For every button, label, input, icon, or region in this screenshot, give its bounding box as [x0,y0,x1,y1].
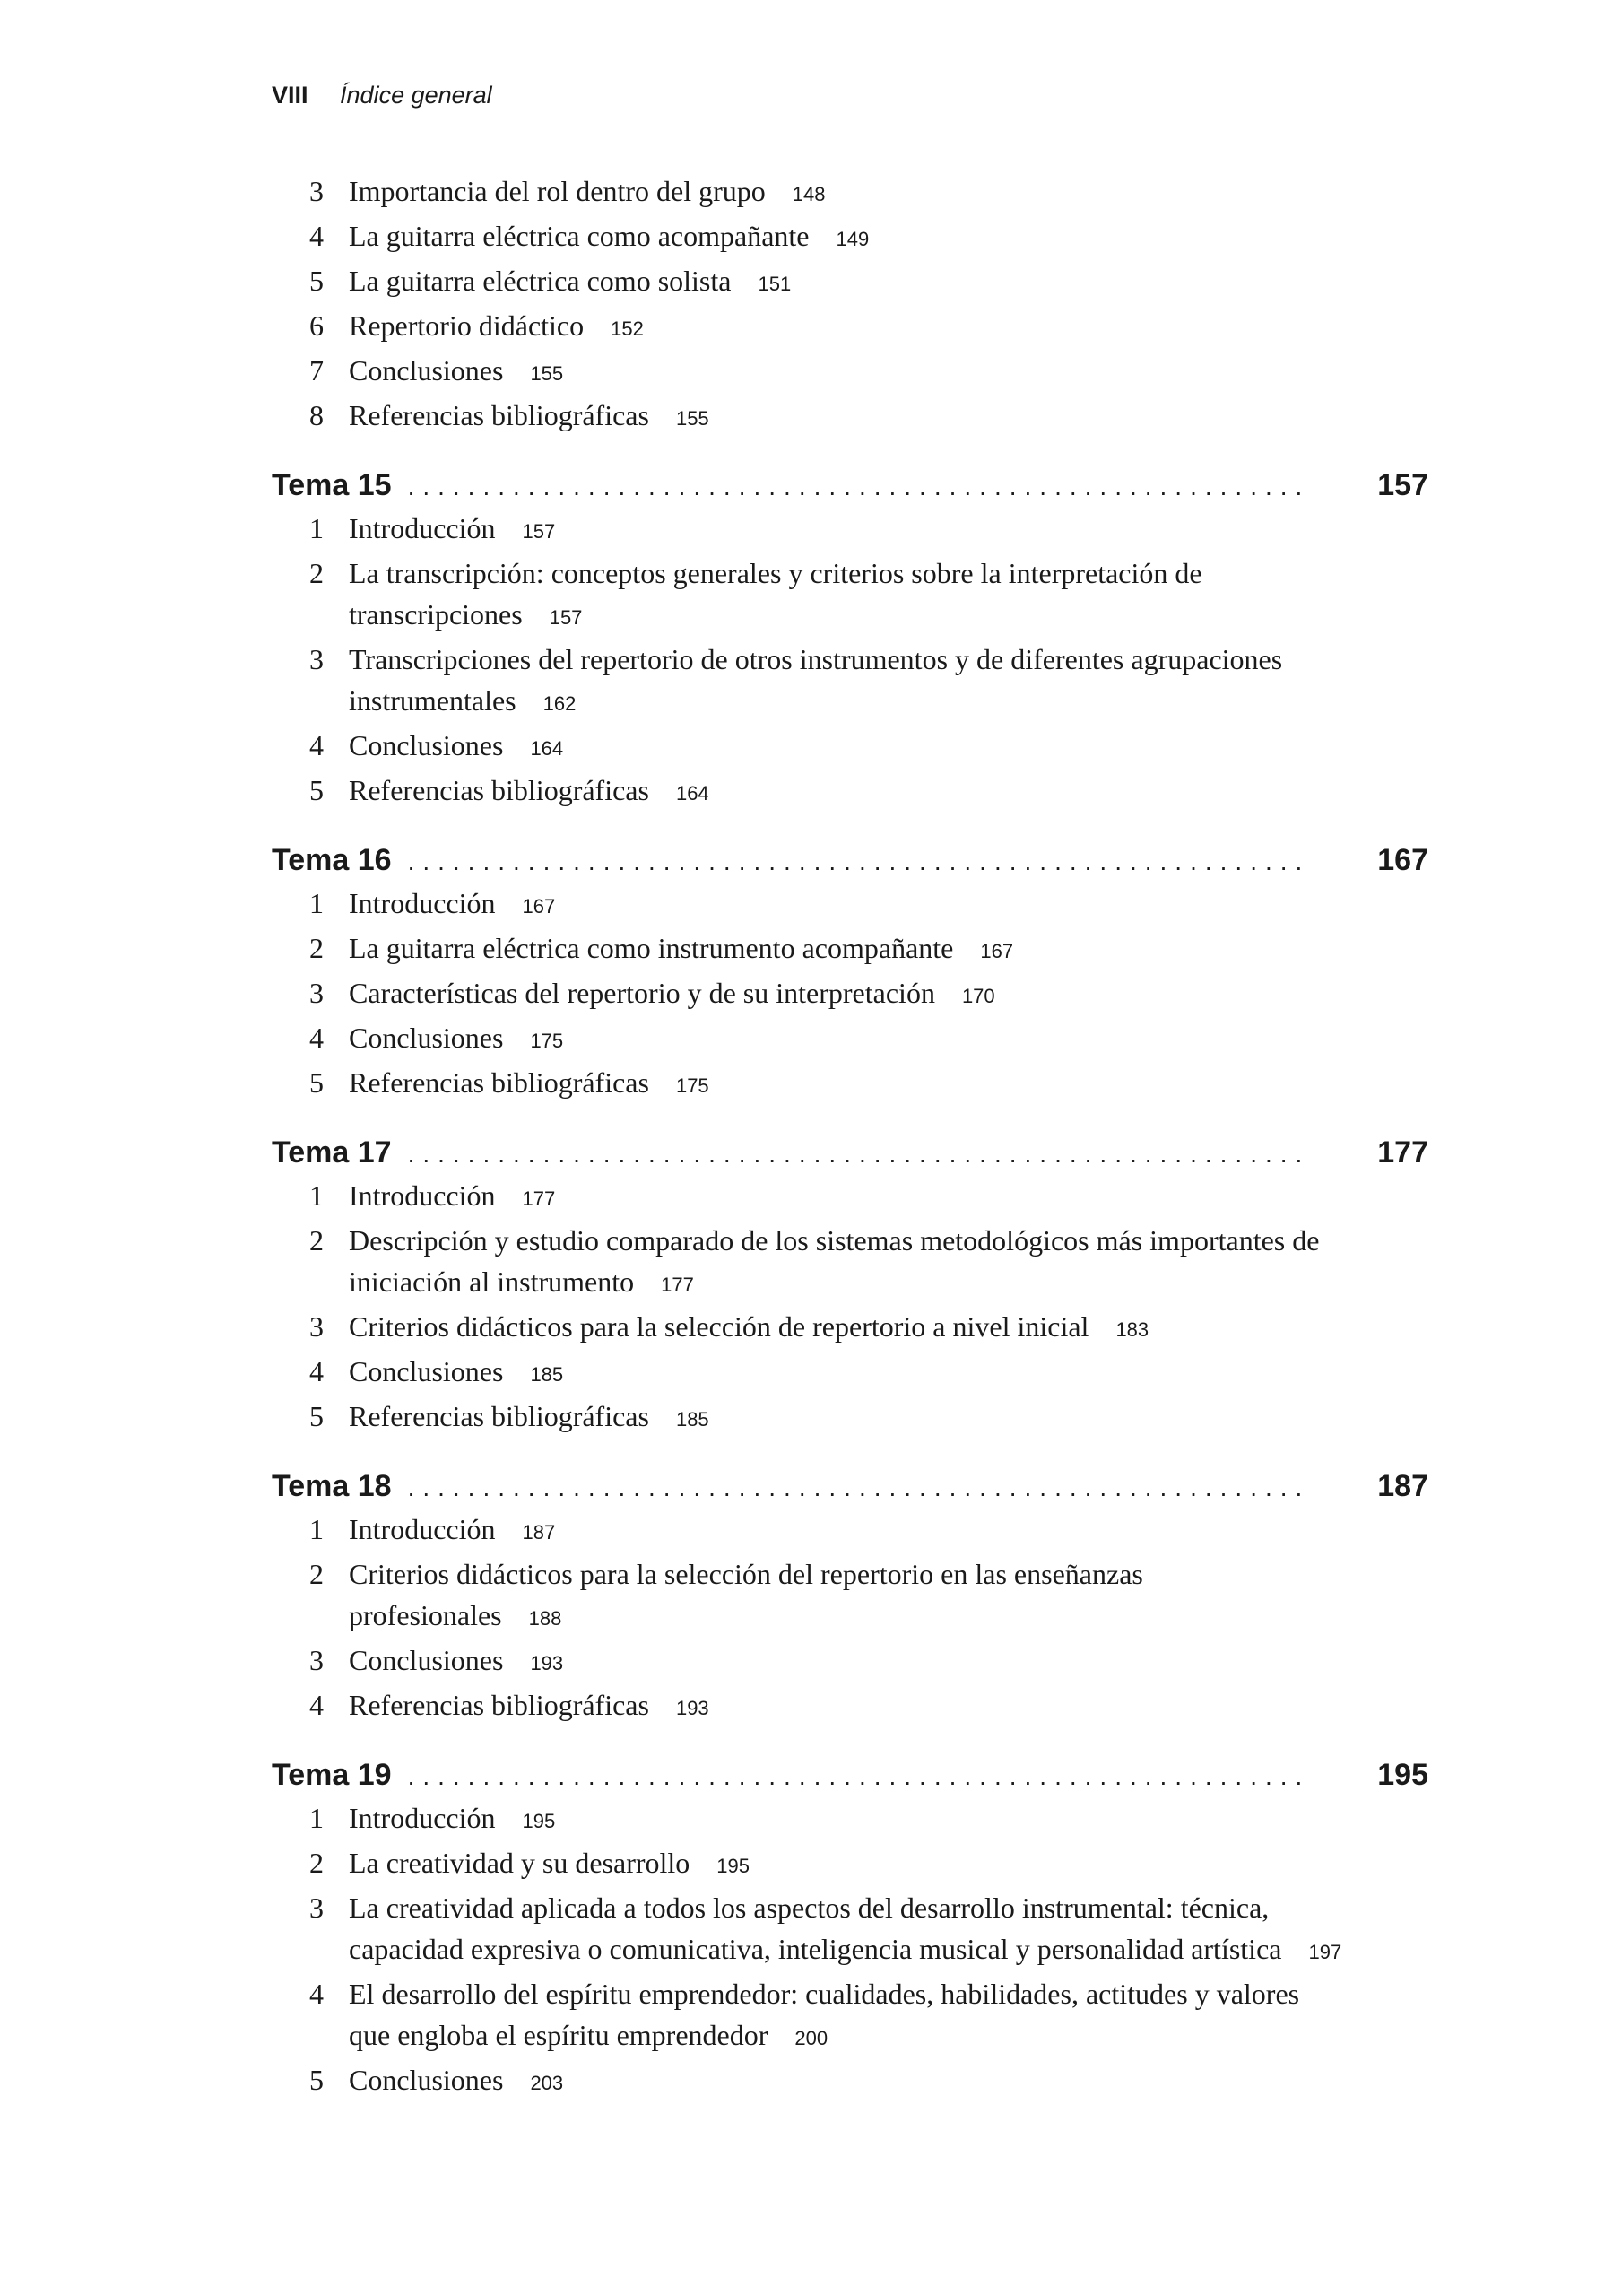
entry-title: La guitarra eléctrica como acompañante [349,220,810,252]
toc-entry [272,725,1428,770]
entry-title: Conclusiones [349,1644,504,1676]
entry-title: Introducción [349,887,496,919]
entry-title: La transcripción: conceptos generales y criterios sobre la interpretación de [349,557,1202,589]
toc-entry [272,395,1428,439]
entry-title: Introducción [349,1179,496,1212]
toc-entry [272,883,1428,927]
entry-page: 162 [542,692,577,715]
entry-page: 155 [530,362,564,385]
toc-entry [272,1639,1428,1684]
entry-title: transcripciones [349,598,523,631]
toc-entry [272,305,1428,350]
toc-entry [272,1017,1428,1062]
entry-page: 200 [794,2027,828,2049]
entry-title: Criterios didácticos para la selección del repertorio en las enseñanzas [349,1558,1143,1590]
dot-leader: ............................................................ [407,473,1311,500]
entry-title: Referencias bibliográficas [349,1689,649,1721]
entry-title: Conclusiones [349,1022,504,1054]
toc-entry [272,639,1428,725]
entry-page: 193 [530,1652,564,1674]
toc-entry [272,1842,1428,1887]
entry-number: 4 [309,1978,324,2010]
entry-title: Introducción [349,512,496,544]
entry-title: La creatividad y su desarrollo [349,1847,690,1879]
chapter-block [272,1465,1428,1729]
chapter-block [272,1132,1428,1440]
entry-page: 155 [675,407,709,430]
entry-page: 183 [1115,1318,1149,1341]
toc-entry [272,260,1428,305]
toc-entry [272,508,1428,552]
entry-title: que engloba el espíritu emprendedor [349,2019,768,2051]
entry-title: Conclusiones [349,2064,504,2096]
running-head [272,77,492,113]
entry-page: 167 [980,940,1014,962]
entry-page: 149 [836,228,870,250]
entry-title: Introducción [349,1802,496,1834]
entry-title: instrumentales [349,684,516,717]
entry-page: 185 [530,1363,564,1386]
entry-number: 6 [309,309,324,342]
toc-entry [272,1684,1428,1729]
chapter-heading [272,465,1428,508]
entry-number: 3 [309,1310,324,1343]
entry-number: 7 [309,354,324,387]
entry-page: 175 [530,1030,564,1052]
entry-page: 188 [528,1607,562,1630]
toc-entry [272,215,1428,260]
entry-number: 5 [309,1400,324,1432]
entry-page: 170 [961,985,995,1007]
entry-number: 2 [309,932,324,964]
entry-page: 177 [661,1274,694,1296]
entry-page: 177 [522,1187,556,1210]
entry-number: 1 [309,1513,324,1545]
entry-title: Conclusiones [349,354,504,387]
entry-page: 164 [675,782,709,804]
entry-title: Referencias bibliográficas [349,1400,649,1432]
chapter-block [272,465,1428,814]
entry-page: 148 [792,183,826,205]
toc-entry [272,350,1428,395]
entry-number: 4 [309,1022,324,1054]
entry-number: 4 [309,729,324,761]
dot-leader: ............................................................ [407,848,1311,875]
toc-entry [272,1175,1428,1220]
dot-leader: ............................................................ [407,1140,1311,1168]
entry-title: Características del repertorio y de su interpretación [349,977,935,1009]
entry-title: Introducción [349,1513,496,1545]
entry-page: 167 [522,895,556,918]
entry-title: La creatividad aplicada a todos los aspectos del desarrollo instrumental: técnica, [349,1892,1270,1924]
chapter-page: 157 [1377,468,1428,502]
toc-entry [272,927,1428,972]
entry-title: El desarrollo del espíritu emprendedor: cualidades, habilidades, actitudes y valores [349,1978,1300,2010]
entry-page: 193 [675,1697,709,1719]
entry-title: capacidad expresiva o comunicativa, inteligencia musical y personalidad artística [349,1933,1282,1965]
chapter-label: Tema 17 [272,1135,392,1170]
chapter-block [272,1754,1428,2104]
entry-title: Transcripciones del repertorio de otros instrumentos y de diferentes agrupaciones [349,643,1283,675]
entry-number: 1 [309,887,324,919]
toc-entry [272,1797,1428,1842]
chapter-label: Tema 16 [272,843,392,877]
entry-title: Conclusiones [349,1355,504,1387]
entry-number: 4 [309,1689,324,1721]
entry-number: 5 [309,265,324,297]
chapter-page: 187 [1377,1469,1428,1503]
entry-number: 2 [309,1847,324,1879]
toc-entry [272,1553,1428,1639]
entry-number: 2 [309,557,324,589]
toc-entry [272,1062,1428,1107]
entry-number: 5 [309,774,324,806]
entry-title: Descripción y estudio comparado de los sistemas metodológicos más importantes de [349,1224,1320,1257]
chapter-page: 167 [1377,843,1428,877]
chapter-heading [272,839,1428,883]
dot-leader: ............................................................ [407,1474,1311,1501]
entry-number: 3 [309,643,324,675]
entry-title: La guitarra eléctrica como instrumento acompañante [349,932,954,964]
table-of-contents [272,170,1428,2104]
chapter-label: Tema 19 [272,1758,392,1792]
entry-page: 157 [549,606,583,629]
toc-entry [272,1973,1428,2059]
entry-title: Conclusiones [349,729,504,761]
entry-title: Referencias bibliográficas [349,399,649,431]
entry-page: 195 [716,1855,750,1877]
entry-title: Criterios didácticos para la selección de repertorio a nivel inicial [349,1310,1089,1343]
entry-page: 175 [675,1074,709,1097]
toc-entry [272,1351,1428,1396]
entry-page: 187 [522,1521,556,1544]
entry-number: 3 [309,977,324,1009]
page-folio: VIII [272,82,308,109]
chapter-label: Tema 15 [272,468,392,502]
toc-entry [272,1306,1428,1351]
chapter-page: 177 [1377,1135,1428,1170]
entry-number: 1 [309,1179,324,1212]
entry-title: Referencias bibliográficas [349,1066,649,1099]
entry-page: 157 [522,520,556,543]
entry-title: Importancia del rol dentro del grupo [349,175,766,207]
entry-title: profesionales [349,1599,502,1631]
dot-leader: ............................................................ [407,1762,1311,1790]
entry-page: 185 [675,1408,709,1431]
entry-page: 152 [611,317,644,340]
entry-number: 2 [309,1558,324,1590]
entry-page: 195 [522,1810,556,1832]
section-title: Índice general [340,82,492,109]
toc-entry [272,170,1428,215]
entry-title: Referencias bibliográficas [349,774,649,806]
entry-number: 3 [309,1644,324,1676]
toc-entry [272,2059,1428,2104]
entry-page: 203 [530,2072,564,2094]
chapter-heading [272,1132,1428,1175]
toc-entry [272,552,1428,639]
entry-page: 197 [1308,1941,1342,1963]
entry-number: 3 [309,175,324,207]
entry-number: 1 [309,1802,324,1834]
entry-number: 2 [309,1224,324,1257]
entry-number: 8 [309,399,324,431]
entry-title: iniciación al instrumento [349,1265,635,1298]
toc-entry [272,770,1428,814]
toc-entry [272,1887,1428,1973]
entry-page: 151 [758,273,792,295]
toc-entry [272,1220,1428,1306]
chapter-heading [272,1754,1428,1797]
entry-number: 3 [309,1892,324,1924]
entry-number: 4 [309,1355,324,1387]
toc-entry [272,972,1428,1017]
toc-entry [272,1396,1428,1440]
entry-title: La guitarra eléctrica como solista [349,265,732,297]
toc-entry [272,1509,1428,1553]
entry-number: 4 [309,220,324,252]
chapter-page: 195 [1377,1758,1428,1792]
entry-number: 5 [309,2064,324,2096]
chapter-heading [272,1465,1428,1509]
chapter-label: Tema 18 [272,1469,392,1503]
entry-number: 1 [309,512,324,544]
entry-number: 5 [309,1066,324,1099]
chapter-block [272,839,1428,1107]
entry-title: Repertorio didáctico [349,309,585,342]
entry-page: 164 [530,737,564,760]
